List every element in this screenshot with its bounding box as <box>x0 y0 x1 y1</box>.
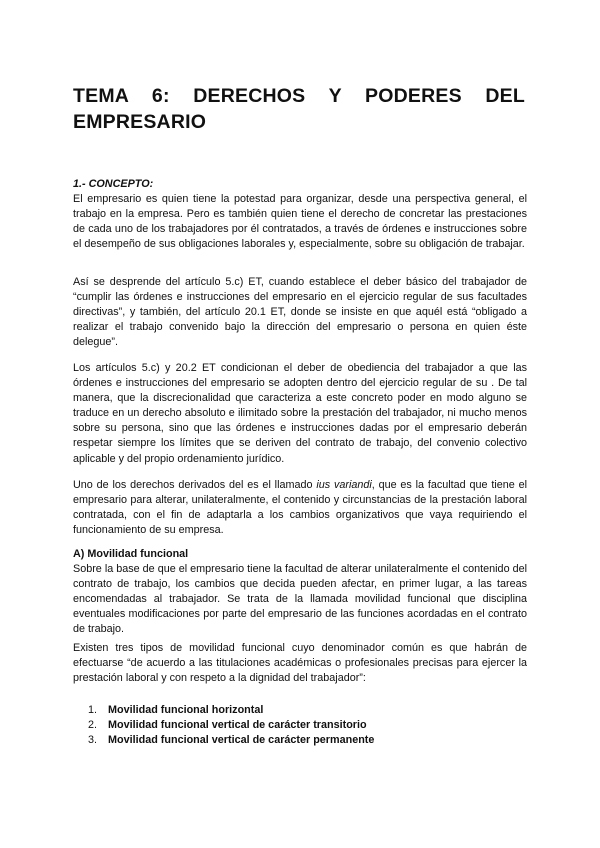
list-item-number: 3. <box>88 734 98 747</box>
subsection-heading-movilidad-funcional: A) Movilidad funcional <box>73 548 189 560</box>
list-item-number: 2. <box>88 719 98 732</box>
paragraph-5: Sobre la base de que el empresario tiene la facultad de alterar unilateralmente el contenido del contrato de trabajo, los cambios que decida pueden afectar, en primer lugar, a las tareas encomendadas al trabajador. Se trata de la llamada movilidad funcional que disciplina eventuales modificaciones por parte del empresario de las funciones acordadas en el contrato de trabajo. <box>73 563 527 636</box>
document-title-line-2: EMPRESARIO <box>73 111 207 133</box>
paragraph-1: El empresario es quien tiene la potestad para organizar, desde una perspectiva general, el trabajo en la empresa. Pero es también quien tiene el derecho de concretar las prestaciones de cada uno de los trabajadores por él contratados, a través de órdenes e instrucciones sobre el desempeño de sus obligaciones laborales y, especialmente, sobre su obligación de trabajar. <box>73 193 527 251</box>
paragraph-6: Existen tres tipos de movilidad funcional cuyo denominador común es que habrán de efectuarse “de acuerdo a las titulaciones académicas o profesionales precisas para ejercer la prestación laboral y con respeto a la dignidad del trabajador”: <box>73 642 527 685</box>
list-item-text: Movilidad funcional horizontal <box>108 704 264 716</box>
ius-variandi-term: ius variandi <box>316 479 372 491</box>
paragraph-3: Los artículos 5.c) y 20.2 ET condicionan el deber de obediencia del trabajador a que las órdenes e instrucciones del empresario se adopten dentro del ejercicio regular de su . De tal manera, que la discrecionalidad que caracteriza a este concreto poder en modo alguno se traduce en un derecho absoluto e ilimitado sobre la prestación del trabajador, ni mucho menos sobre su persona, sino que las órdenes e instrucciones dadas por el empresario deberán respetar siempre los límites que se deriven del contrato de trabajo, del convenio colectivo aplicable y del propio ordenamiento jurídico. <box>73 362 527 465</box>
paragraph-4-text-end: , que es la facultad que tiene el empresario para alterar, unilateralmente, el contenido y circunstancias de la prestación laboral contratada, con el fin de adaptarla a los cambios organizativos que vaya requiriendo el funcionamiento de su empresa. <box>73 479 527 537</box>
list-item-number: 1. <box>88 704 98 716</box>
list-item-text: Movilidad funcional vertical de carácter transitorio <box>108 719 367 732</box>
list-item <box>88 703 374 718</box>
list-item-text: Movilidad funcional vertical de carácter permanente <box>108 734 375 747</box>
list-item <box>88 733 374 748</box>
list-item <box>88 718 374 733</box>
paragraph-4 <box>73 478 527 538</box>
paragraph-4-text-start: Uno de los derechos derivados del es el llamado <box>73 479 317 491</box>
section-heading-concepto: 1.- CONCEPTO: <box>73 178 154 190</box>
movilidad-types-list <box>88 703 374 749</box>
document-title-line-1: TEMA 6: DERECHOS Y PODERES DEL <box>73 85 525 107</box>
paragraph-2: Así se desprende del artículo 5.c) ET, cuando establece el deber básico del trabajador de “cumplir las órdenes e instrucciones del empresario en el ejercicio regular de sus facultades directivas”, y también, del artículo 20.1 ET, donde se insiste en que aquél está “obligado a realizar el trabajo convenido bajo la dirección del empresario o persona en quien éste delegue”. <box>73 276 527 349</box>
